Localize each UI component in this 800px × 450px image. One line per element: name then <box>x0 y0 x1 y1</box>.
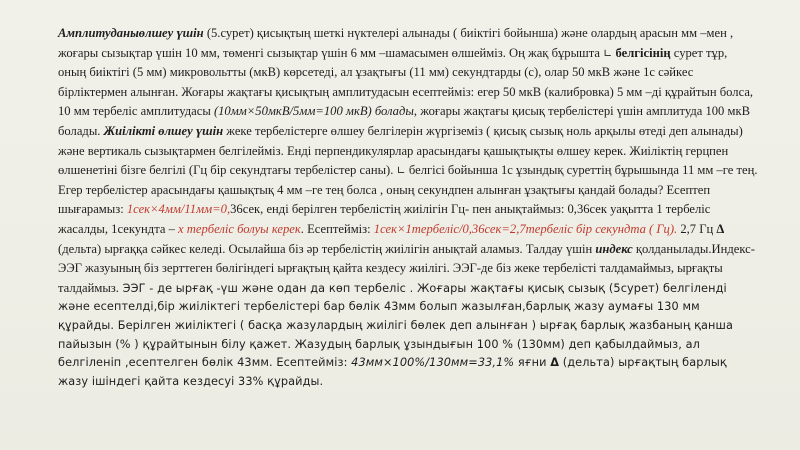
text-run: 2,7 Гц <box>677 221 717 236</box>
text-run: (5.сурет) қисықтың шеткі нүктелері алынады ( биіктігі бойынша) және олардың арасын мм –мен , жоғары сызықтар үшін 10 мм, төменгі сызықтар үшін 6 мм –шамасымен өлшейміз. Оң жақ бұрышта <box>58 26 734 60</box>
text-run: яғни <box>514 356 551 370</box>
text-run: (дельта) ырғаққа сәйкес келеді. Осылайша біз әр тербелістің жиілігін анықтай аламыз. Талдау үшін <box>58 241 596 256</box>
bold-term-symbol: белгісінің <box>612 45 671 60</box>
paragraph-sans <box>58 282 733 388</box>
heading-amplitude: Амплитуданыөлшеу үшін <box>58 26 204 40</box>
text-run: ЭЭГ - де ырғақ -үш және одан да көп тербеліс . Жоғары жақтағы қисық сызық (5сурет) белгіленді және есептелді,бір жиіліктегі тербелістері бар бөлік 43мм болып жазылған,барлық жазу аумағы 130 мм құрайды. Берілген жиіліктегі ( басқа жазулардың жиілігі бөлек деп алынған ) ырғақ барлық жазбаның қанша пайызын (% ) құрайтынын білу қажет. Жазудың барлық ұзындығын 100 % (130мм) деп қабылдаймыз, ал белгіленіп ,есептелген бөлік 43мм. Есептейміз: <box>58 281 733 370</box>
term-index: индекс <box>595 241 633 256</box>
text-run: . Есептейміз: <box>300 221 374 236</box>
text-run: сурет тұр, оның биіктігі (5 мм) микровольтты (мкВ) көрсетеді, ал ұзақтығы (11 мм) секундтарды (с), олар 50 мкВ және 1с сәйкес бірліктермен алынған. Жоғары жақтағы қисықтың амплитудасын есептейміз: егер 50 мкВ (калибровка) 5 мм –ді құрайтын болса, 10 мм тербеліс амплитудасы <box>58 45 754 119</box>
text-run: (дельта) ырғақтың барлық жазу ішіндегі қайта кездесуі 33% құрайды. <box>58 356 727 388</box>
right-angle-icon: ∟ <box>396 164 406 178</box>
text-run: 36сек, енді берілген тербелістің жиілігін Гц- пен анықтаймыз: 0,36сек уақытта 1 тербеліс жасалды, 1секундта – <box>58 202 711 236</box>
formula-unknown: х тербеліс болуы керек <box>178 221 301 236</box>
formula-duration: 1сек×4мм/11мм=0, <box>126 202 231 217</box>
formula-frequency: 1сек×1тербеліс/0,36сек=2,7тербеліс бір секундта ( Гц). <box>373 221 678 236</box>
delta-symbol: Δ <box>550 356 560 370</box>
formula-amplitude: (10мм×50мкВ/5мм=100 мкВ) болады <box>213 104 414 119</box>
text-run: белгісі бойынша 1с ұзындық суреттің бұрышында 11 мм –ге тең. Егер тербелістер арасындағы қашықтық 4 мм –ге тең болса , оның секундпен алынған ұзақтығы қандай болады? Есептеп шығарамыз: <box>58 163 758 217</box>
heading-frequency: Жиілікті өлшеу үшін <box>103 123 224 138</box>
text-run: , жоғары жақтағы қисық тербелістері үшін амплитуда 100 мкВ болады. <box>58 104 750 138</box>
text-run: қолданылады.Индекс- ЭЭГ жазуының біз зерттеген бөлігіндегі ырғақтың қайта кездесу жиілігі. ЭЭГ-де біз жеке тербелісті талдамаймыз, ырғақты талдаймыз. <box>58 241 755 295</box>
formula-percentage: 43мм×100%/130мм=33,1% <box>351 356 515 370</box>
document-body <box>58 24 758 391</box>
text-run: жеке тербелістерге өлшеу белгілерін жүргіземіз ( қисық сызық ноль арқылы өтеді деп алынады) және вертикаль сызықтармен белгілейміз. Енді перпендикулярлар арасындағы қашықтықты өлшеу керек. Жиіліктің герцпен өлшенетіні бізге белгілі (Гц бір секундтағы тербелістер саны). <box>58 123 743 178</box>
paragraph-serif <box>58 26 758 295</box>
delta-symbol: Δ <box>716 221 725 236</box>
right-angle-icon: ∟ <box>603 46 613 60</box>
